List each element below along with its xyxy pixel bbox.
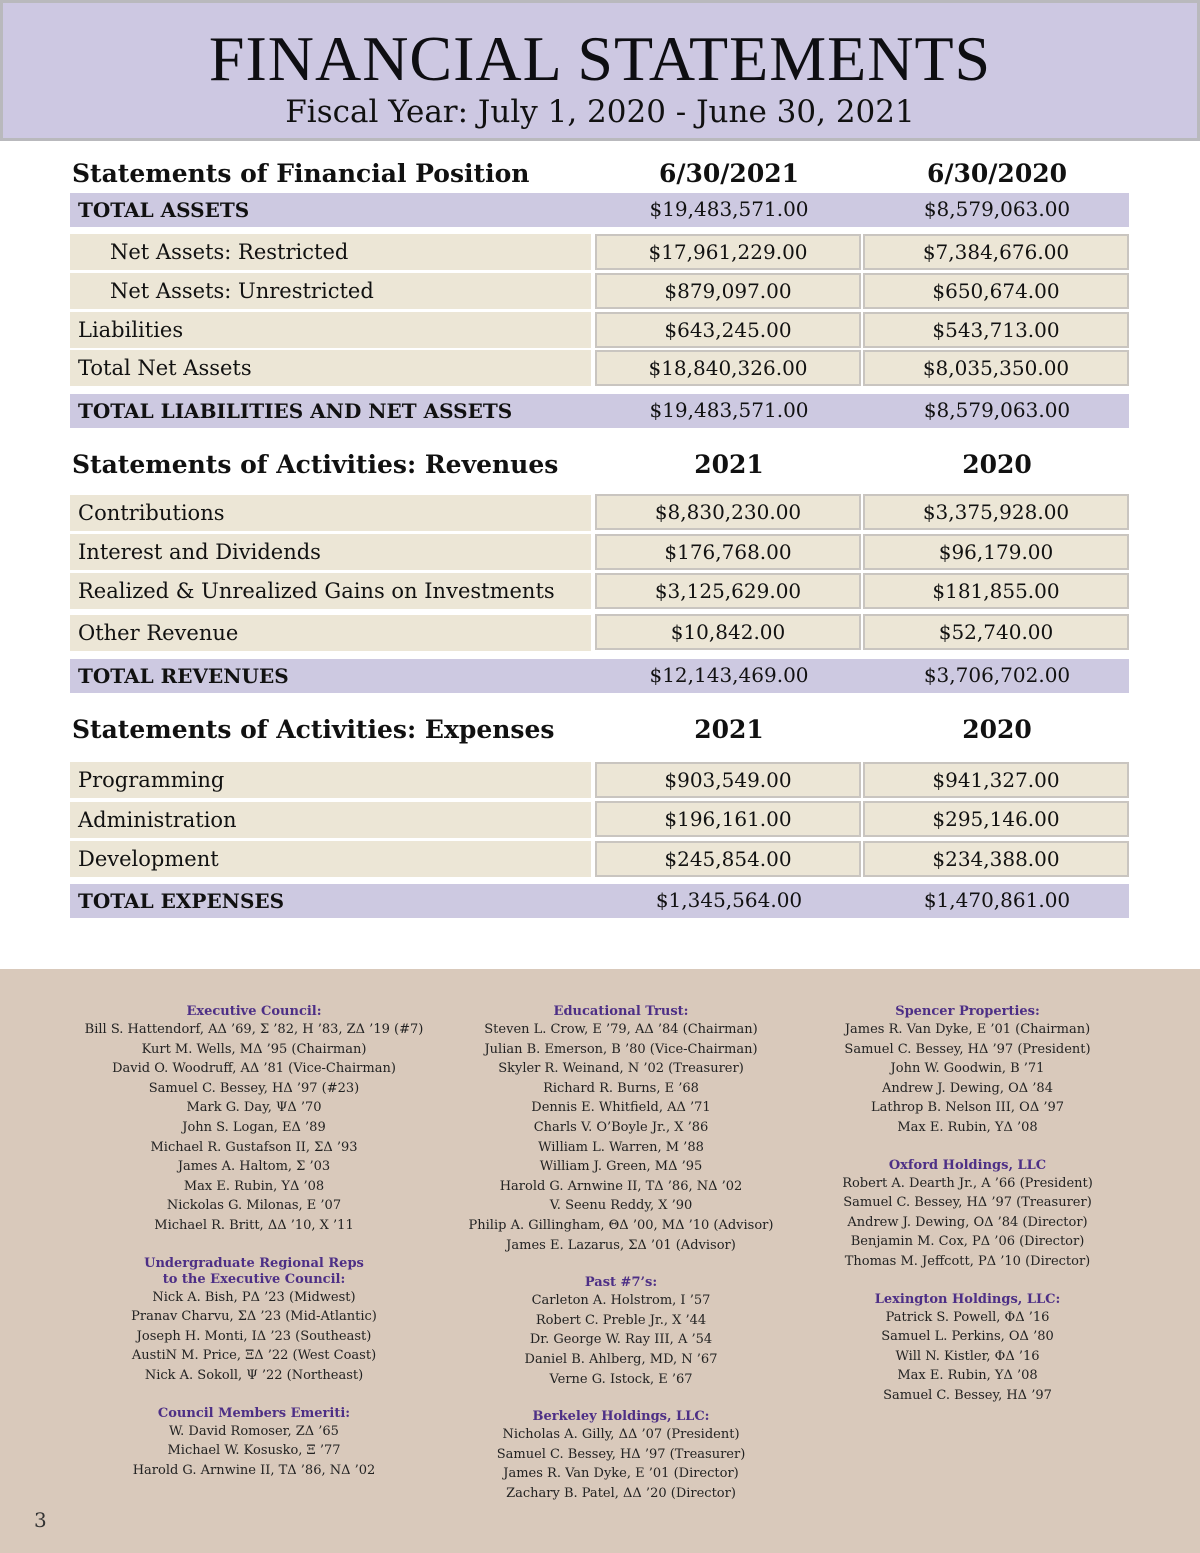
- member-name: Harold G. Arnwine II, TΔ ’86, NΔ ’02: [132, 1462, 376, 1478]
- total-revenues-row: [70, 659, 1129, 693]
- row-value-2020: $234,388.00: [863, 841, 1129, 877]
- row-value-2021: $8,830,230.00: [595, 494, 861, 530]
- total-expenses-label: TOTAL EXPENSES: [78, 889, 285, 913]
- committee-heading: Berkeley Holdings, LLC:: [532, 1409, 710, 1425]
- row-value-2020: $941,327.00: [863, 762, 1129, 798]
- member-name: Max E. Rubin, YΔ ’08: [897, 1368, 1038, 1384]
- row-label: Interest and Dividends: [70, 534, 591, 570]
- committee-heading: Educational Trust:: [553, 1004, 689, 1019]
- member-name: Thomas M. Jeffcott, PΔ ’10 (Director): [844, 1253, 1091, 1269]
- member-name: Verne G. Istock, E ’67: [549, 1371, 693, 1387]
- member-name: James A. Haltom, Σ ’03: [177, 1159, 331, 1175]
- member-name: Dennis E. Whitfield, AΔ ’71: [531, 1100, 711, 1116]
- committee-group: [815, 1158, 1120, 1272]
- member-name: Philip A. Gillingham, ΘΔ ’00, MΔ ’10 (Advisor): [468, 1217, 774, 1233]
- total-expenses-value-2020: $1,470,861.00: [923, 888, 1071, 912]
- total-liabilities-value-2020: $8,579,063.00: [923, 398, 1071, 422]
- committee-group: [60, 1004, 448, 1236]
- member-name: Samuel C. Bessey, HΔ ’97 (Treasurer): [496, 1446, 746, 1462]
- member-name: Robert C. Preble Jr., X ’44: [535, 1312, 707, 1328]
- row-value-2021: $903,549.00: [595, 762, 861, 798]
- footer-column-2: [430, 1004, 812, 1523]
- member-name: Skyler R. Weinand, N ’02 (Treasurer): [498, 1061, 744, 1077]
- member-name: David O. Woodruff, AΔ ’81 (Vice-Chairman): [112, 1061, 396, 1077]
- row-label: Net Assets: Restricted: [70, 234, 591, 270]
- member-name: Nicholas A. Gilly, ΔΔ ’07 (President): [502, 1427, 740, 1443]
- member-name: James R. Van Dyke, E ’01 (Chairman): [844, 1022, 1091, 1037]
- total-revenues-value-2021: $12,143,469.00: [649, 663, 809, 687]
- member-name: Nick A. Bish, PΔ ’23 (Midwest): [152, 1289, 356, 1305]
- member-name: Samuel C. Bessey, HΔ ’97 (Treasurer): [843, 1195, 1092, 1211]
- member-name: Patrick S. Powell, ΦΔ ’16: [885, 1309, 1050, 1325]
- member-name: John W. Goodwin, B ’71: [890, 1061, 1045, 1077]
- member-name: Pranav Charvu, ΣΔ ’23 (Mid-Atlantic): [131, 1309, 377, 1325]
- member-name: Will N. Kistler, ΦΔ ’16: [895, 1348, 1040, 1364]
- member-name: John S. Logan, EΔ ’89: [182, 1119, 326, 1135]
- row-label: Contributions: [70, 495, 591, 531]
- row-label: Realized & Unrealized Gains on Investments: [70, 573, 591, 609]
- total-revenues-label: TOTAL REVENUES: [78, 664, 289, 688]
- member-name: Lathrop B. Nelson III, OΔ ’97: [870, 1100, 1065, 1116]
- row-label: Liabilities: [70, 312, 591, 348]
- member-name: Michael R. Gustafson II, ΣΔ ’93: [150, 1139, 358, 1155]
- total-liabilities-row: [70, 394, 1129, 428]
- total-assets-row: [70, 193, 1129, 227]
- member-name: Nick A. Sokoll, Ψ ’22 (Northeast): [144, 1367, 364, 1383]
- expenses-col2-header: 2020: [962, 715, 1032, 744]
- member-name: Harold G. Arnwine II, TΔ ’86, NΔ ’02: [499, 1178, 743, 1194]
- footer-column-1: [60, 1004, 448, 1500]
- row-value-2020: $8,035,350.00: [863, 350, 1129, 386]
- row-value-2021: $643,245.00: [595, 312, 861, 348]
- member-name: Andrew J. Dewing, OΔ ’84: [882, 1080, 1053, 1096]
- row-label: Other Revenue: [70, 615, 591, 651]
- member-name: Julian B. Emerson, B ’80 (Vice-Chairman): [484, 1041, 758, 1057]
- row-value-2020: $3,375,928.00: [863, 494, 1129, 530]
- row-value-2020: $181,855.00: [863, 573, 1129, 609]
- row-value-2020: $543,713.00: [863, 312, 1129, 348]
- committee-heading: Executive Council:: [186, 1004, 322, 1019]
- member-name: Samuel C. Bessey, HΔ ’97 (#23): [148, 1080, 360, 1096]
- member-name: Bill S. Hattendorf, AΔ ’69, Σ ’82, H ’83, ZΔ ’19 (#7): [84, 1022, 424, 1037]
- committee-group: [60, 1256, 448, 1386]
- member-name: Robert A. Dearth Jr., A ’66 (President): [842, 1175, 1093, 1191]
- row-label: Programming: [70, 762, 591, 798]
- member-name: William L. Warren, M ’88: [538, 1139, 704, 1155]
- row-value-2021: $3,125,629.00: [595, 573, 861, 609]
- committee-group: [815, 1292, 1120, 1406]
- row-value-2020: $650,674.00: [863, 273, 1129, 309]
- committee-group: [60, 1406, 448, 1481]
- total-revenues-value-2020: $3,706,702.00: [923, 663, 1071, 687]
- committee-heading: Undergraduate Regional Reps: [144, 1255, 364, 1271]
- page-header: [0, 0, 1200, 141]
- member-name: Andrew J. Dewing, OΔ ’84 (Director): [847, 1214, 1088, 1230]
- member-name: Samuel C. Bessey, HΔ ’97: [883, 1387, 1052, 1403]
- row-value-2020: $7,384,676.00: [863, 234, 1129, 270]
- committee-group: [430, 1275, 812, 1389]
- committee-heading-line2: to the Executive Council:: [162, 1271, 346, 1287]
- committee-heading: Lexington Holdings, LLC:: [874, 1291, 1061, 1307]
- member-name: V. Seenu Reddy, X ’90: [549, 1198, 693, 1214]
- position-col2-header: 6/30/2020: [926, 159, 1068, 188]
- member-name: AustiN M. Price, ΞΔ ’22 (West Coast): [131, 1348, 377, 1364]
- row-value-2020: $52,740.00: [863, 614, 1129, 650]
- member-name: Michael R. Britt, ΔΔ ’10, X ’11: [154, 1217, 354, 1233]
- member-name: Mark G. Day, ΨΔ ’70: [186, 1100, 322, 1116]
- member-name: Joseph H. Monti, IΔ ’23 (Southeast): [136, 1328, 372, 1344]
- total-assets-value-2021: $19,483,571.00: [649, 197, 809, 221]
- row-label: Development: [70, 841, 591, 877]
- member-name: Samuel L. Perkins, OΔ ’80: [881, 1329, 1054, 1345]
- revenues-col2-header: 2020: [962, 450, 1032, 479]
- committee-group: [430, 1004, 812, 1255]
- member-name: Steven L. Crow, E ’79, AΔ ’84 (Chairman): [484, 1022, 758, 1037]
- member-name: Dr. George W. Ray III, A ’54: [529, 1332, 713, 1348]
- revenues-col1-header: 2021: [694, 450, 764, 479]
- member-name: Zachary B. Patel, ΔΔ ’20 (Director): [506, 1485, 736, 1501]
- member-name: William J. Green, MΔ ’95: [539, 1159, 703, 1175]
- row-value-2021: $196,161.00: [595, 801, 861, 837]
- row-label: Total Net Assets: [70, 350, 591, 386]
- row-value-2021: $176,768.00: [595, 534, 861, 570]
- member-name: Carleton A. Holstrom, I ’57: [531, 1293, 711, 1309]
- total-expenses-row: [70, 884, 1129, 918]
- row-value-2021: $879,097.00: [595, 273, 861, 309]
- member-name: W. David Romoser, ZΔ ’65: [169, 1423, 339, 1439]
- member-name: Daniel B. Ahlberg, MD, N ’67: [524, 1351, 718, 1367]
- member-name: Max E. Rubin, YΔ ’08: [183, 1178, 325, 1194]
- member-name: Kurt M. Wells, MΔ ’95 (Chairman): [141, 1041, 367, 1057]
- row-value-2021: $10,842.00: [595, 614, 861, 650]
- member-name: James E. Lazarus, ΣΔ ’01 (Advisor): [506, 1237, 736, 1253]
- member-name: Richard R. Burns, E ’68: [543, 1080, 699, 1096]
- expenses-section-title: Statements of Activities: Expenses: [72, 715, 555, 744]
- member-name: Nickolas G. Milonas, E ’07: [166, 1198, 342, 1214]
- position-col1-header: 6/30/2021: [658, 159, 800, 188]
- row-label: Administration: [70, 802, 591, 838]
- total-assets-label: TOTAL ASSETS: [78, 198, 250, 222]
- committee-heading: Oxford Holdings, LLC: [888, 1157, 1047, 1173]
- footer-column-3: [815, 1004, 1120, 1426]
- committee-heading: Spencer Properties:: [895, 1004, 1040, 1019]
- row-value-2021: $18,840,326.00: [595, 350, 861, 386]
- total-expenses-value-2021: $1,345,564.00: [655, 888, 803, 912]
- committee-group: [430, 1409, 812, 1503]
- revenues-section-title: Statements of Activities: Revenues: [72, 450, 559, 479]
- page-number: 3: [34, 1508, 47, 1532]
- member-name: Benjamin M. Cox, PΔ ’06 (Director): [850, 1234, 1085, 1250]
- page-title: FINANCIAL STATEMENTS: [208, 23, 992, 94]
- member-name: Max E. Rubin, YΔ ’08: [897, 1119, 1038, 1135]
- committee-group: [815, 1004, 1120, 1138]
- expenses-col1-header: 2021: [694, 715, 764, 744]
- row-value-2020: $295,146.00: [863, 801, 1129, 837]
- row-value-2021: $245,854.00: [595, 841, 861, 877]
- committee-heading: Council Members Emeriti:: [157, 1405, 351, 1421]
- row-label: Net Assets: Unrestricted: [70, 273, 591, 309]
- member-name: James R. Van Dyke, E ’01 (Director): [503, 1466, 739, 1482]
- member-name: Michael W. Kosusko, Ξ ’77: [167, 1443, 341, 1459]
- member-name: Samuel C. Bessey, HΔ ’97 (President): [844, 1041, 1091, 1057]
- member-name: Charls V. O’Boyle Jr., X ’86: [533, 1119, 709, 1135]
- total-liabilities-label: TOTAL LIABILITIES AND NET ASSETS: [78, 399, 513, 423]
- total-liabilities-value-2021: $19,483,571.00: [649, 398, 809, 422]
- total-assets-value-2020: $8,579,063.00: [923, 197, 1071, 221]
- page-subtitle: Fiscal Year: July 1, 2020 - June 30, 2021: [285, 94, 915, 130]
- row-value-2020: $96,179.00: [863, 534, 1129, 570]
- position-section-title: Statements of Financial Position: [72, 159, 530, 188]
- committee-heading: Past #7’s:: [584, 1275, 658, 1291]
- row-value-2021: $17,961,229.00: [595, 234, 861, 270]
